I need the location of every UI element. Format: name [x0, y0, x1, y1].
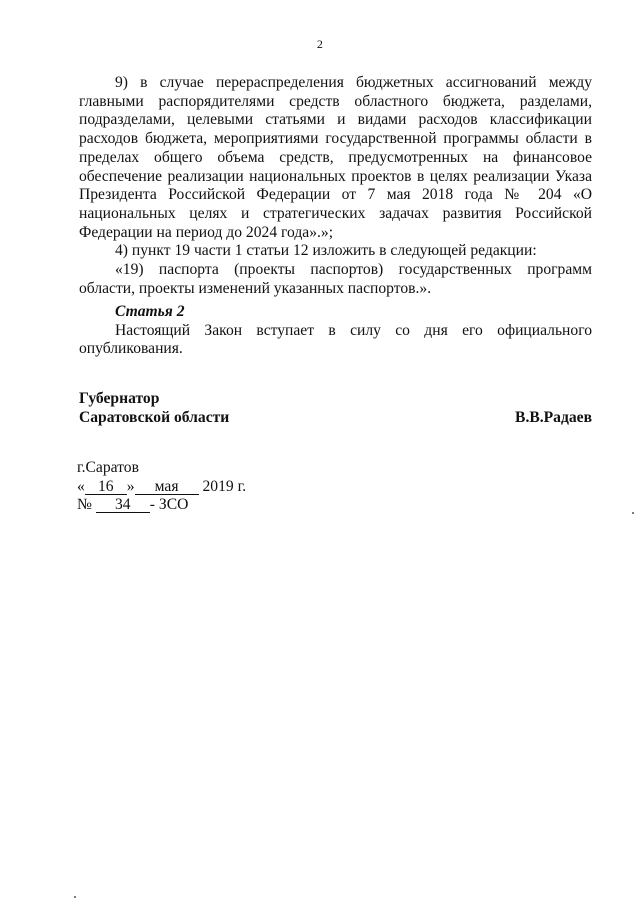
- date-open-quote: «: [77, 477, 85, 495]
- number-sign: №: [77, 496, 92, 514]
- article-2-title: Статья 2: [115, 303, 185, 320]
- date-close-quote: »: [126, 477, 135, 495]
- amendment-item-9: 9) в случае перераспределения бюджетных ассигнований между главными распорядителями средств областного бюджета, разделами, подразделами, целевыми статьями и видами расходов классификации расходов бюджета, мероприятиями государственной программы области в пределах общего объема средств, предусмотренных на финансовое обеспечение реализации национальных проектов в целях реализации Указа Президента Российской Федерации от 7 мая 2018 года № 204 «О национальных целях и стратегических задачах развития Российской Федерации на период до 2024 года».»;: [79, 74, 592, 241]
- page-number: 2: [316, 37, 324, 51]
- number-value: 34: [96, 497, 150, 513]
- date-year: 2019 г.: [202, 477, 247, 495]
- signatory-position-line-1: Губернатор: [79, 390, 160, 407]
- amendments-section: [79, 74, 592, 298]
- amendment-item-4: 4) пункт 19 части 1 статьи 12 изложить в следующей редакции:: [115, 242, 537, 260]
- footer-date: [77, 478, 246, 497]
- article-2-text: Настоящий Закон вступает в силу со дня его официального опубликования.: [79, 321, 592, 358]
- date-month: мая: [135, 479, 199, 495]
- footer-block: [77, 459, 246, 515]
- signature-block: [79, 389, 592, 427]
- scan-speck: [74, 896, 76, 898]
- number-suffix: - ЗСО: [149, 496, 189, 514]
- date-day: 16: [85, 479, 127, 495]
- footer-number: [77, 496, 246, 515]
- article-2-section: [79, 303, 592, 359]
- signatory-position-line-2: Саратовской области: [79, 409, 230, 426]
- scan-speck: [632, 512, 634, 514]
- signature-row: [79, 408, 592, 427]
- amendment-item-19: «19) паспорта (проекты паспортов) государственных программ области, проекты изменений указанных паспортов.».: [79, 261, 592, 297]
- footer-city: г.Саратов: [77, 459, 139, 476]
- signatory-name: В.В.Радаев: [515, 409, 592, 426]
